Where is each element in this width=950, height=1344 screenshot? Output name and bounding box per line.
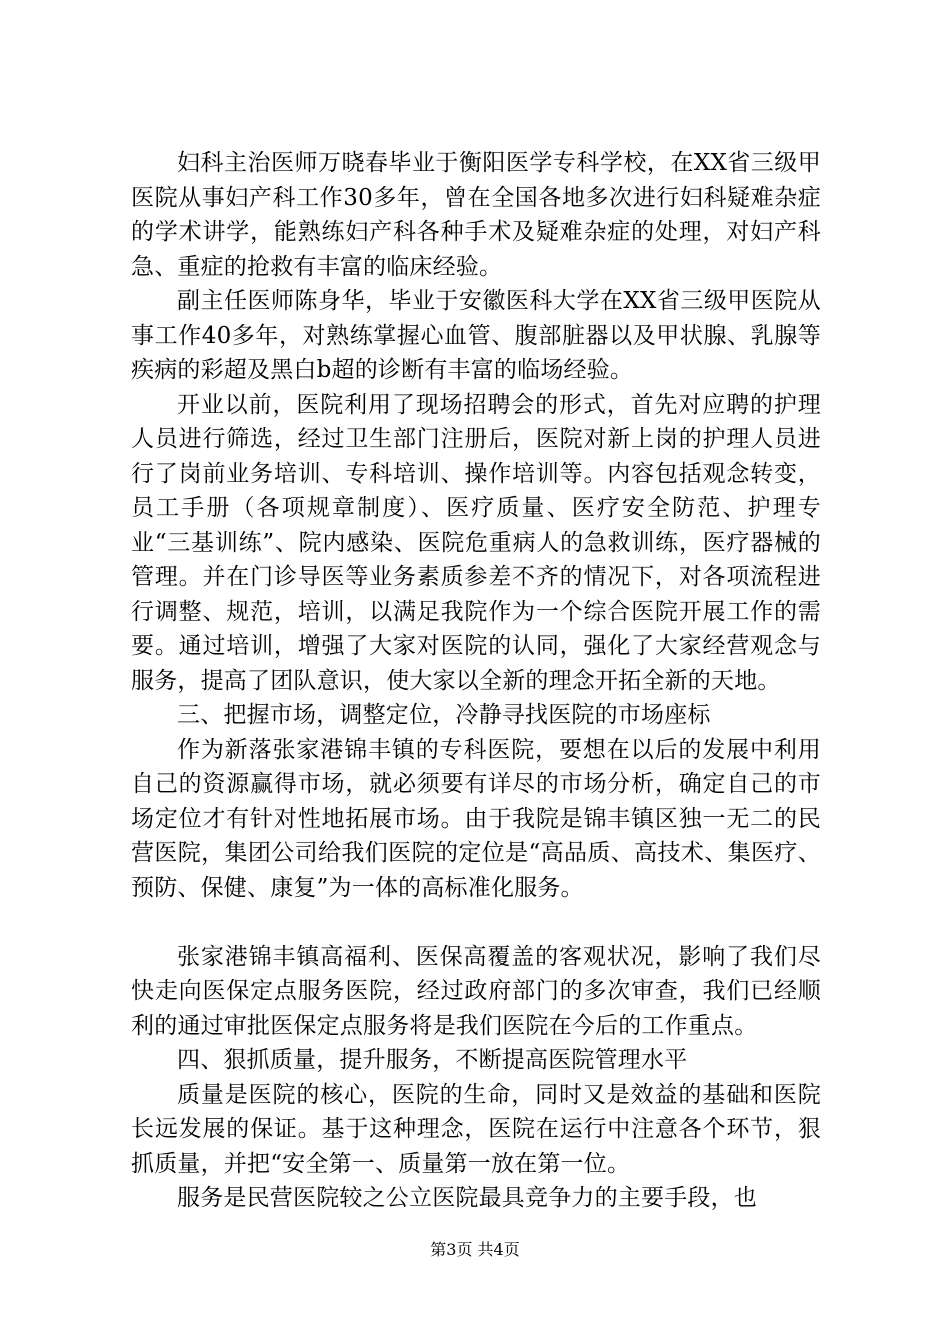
section-heading-quality: 四、狠抓质量，提升服务，不断提高医院管理水平 [177, 1047, 688, 1073]
paragraph-quality: 质量是医院的核心，医院的生命，同时又是效益的基础和医院长远发展的保证。基于这种理念，医院在运行中注意各个环节，狠抓质量，并把“安全第一、质量第一放在第一位。 [131, 1081, 821, 1177]
paragraph-ultrasound-doctor: 副主任医师陈身华，毕业于安徽医科大学在XX省三级甲医院从事工作40多年，对熟练掌握心血管、腹部脏器以及甲状腺、乳腺等疾病的彩超及黑白b超的诊断有丰富的临场经验。 [131, 288, 821, 383]
paragraph-medical-insurance: 张家港锦丰镇高福利、医保高覆盖的客观状况，影响了我们尽快走向医保定点服务医院，经过政府部门的多次审查，我们已经顺利的通过审批医保定点服务将是我们医院在今后的工作重点。 [131, 943, 821, 1039]
paragraph-market-positioning: 作为新落张家港锦丰镇的专科医院，要想在以后的发展中利用自己的资源赢得市场，就必须要有详尽的市场分析，确定自己的市场定位才有针对性地拓展市场。由于我院是锦丰镇区独一无二的民营医院，集团公司给我们医院的定位是“高品质、高技术、集医疗、预防、保健、康复”为一体的高标准化服务。 [131, 736, 821, 901]
document-body [131, 146, 821, 1216]
paragraph-nurse-training: 开业以前，医院利用了现场招聘会的形式，首先对应聘的护理人员进行筛选，经过卫生部门注册后，医院对新上岗的护理人员进行了岗前业务培训、专科培训、操作培训等。内容包括观念转变，员工手册（各项规章制度）、医疗质量、医疗安全防范、护理专业“三基训练”、院内感染、医院危重病人的急救训练，医疗器械的管理。并在门诊导医等业务素质参差不齐的情况下，对各项流程进行调整、规范，培训，以满足我院作为一个综合医院开展工作的需要。通过培训，增强了大家对医院的认同，强化了大家经营观念与服务，提高了团队意识，使大家以全新的理念开拓全新的天地。 [131, 391, 821, 694]
paragraph-service: 服务是民营医院较之公立医院最具竞争力的主要手段，也 [177, 1185, 757, 1211]
page-number-footer: 第3页 共4页 [430, 1240, 520, 1259]
section-heading-market: 三、把握市场，调整定位，冷静寻找医院的市场座标 [177, 702, 711, 728]
paragraph-gynecology-doctor: 妇科主治医师万晓春毕业于衡阳医学专科学校，在XX省三级甲医院从事妇产科工作30多年，曾在全国各地多次进行妇科疑难杂症的学术讲学，能熟练妇产科各种手术及疑难杂症的处理，对妇产科急、重症的抢救有丰富的临床经验。 [131, 150, 821, 280]
